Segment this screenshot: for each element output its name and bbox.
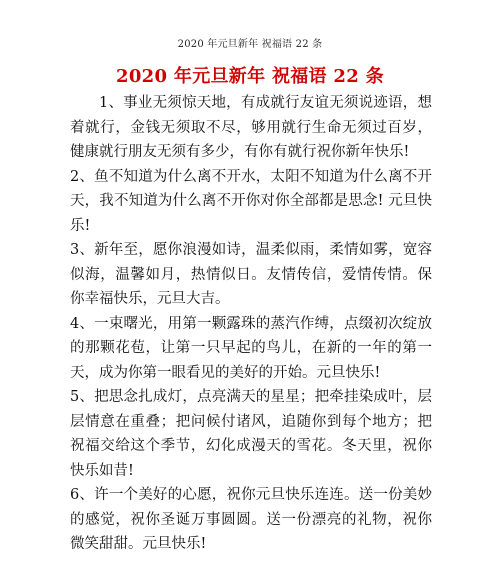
paragraph: 5、把思念扎成灯，点亮满天的星星；把牵挂染成叶，层层情意在重叠；把问候付诸风，追随你到每个地方；把祝福交给这个季节，幻化成漫天的雪花。冬天里，祝你快乐如昔!	[70, 389, 432, 479]
paragraph: 6、许一个美好的心愿，祝你元旦快乐连连。送一份美妙的感觉，祝你圣诞万事圆圆。送一份漂亮的礼物，祝你微笑甜甜。元旦快乐!	[70, 487, 432, 552]
paragraph: 2、鱼不知道为什么离不开水，太阳不知道为什么离不开天，我不知道为什么离不开你对你全部都是思念! 元旦快乐!	[70, 168, 432, 234]
document-title: 2020 年元旦新年 祝福语 22 条	[116, 66, 384, 87]
paragraph: 4、一束曙光，用第一颗露珠的蒸汽作缚，点缀初次绽放的那颗花苞，让第一只早起的鸟儿，在新的一年的第一天，成为你第一眼看见的美好的开始。元旦快乐!	[70, 315, 432, 381]
paragraph: 3、新年至，愿你浪漫如诗，温柔似雨，柔情如雾，宽容似海，温馨如月，热情似日。友情传信，爱情传情。保你幸福快乐，元旦大吉。	[70, 242, 432, 307]
document-body	[70, 91, 432, 557]
running-header: 2020 年元旦新年 祝福语 22 条	[177, 39, 323, 50]
paragraph: 1、事业无须惊天地，有成就行友谊无须说迹语，想着就行，金钱无须取不尽，够用就行生命无须过百岁，健康就行朋友无须有多少，有你有就行祝你新年快乐!	[70, 95, 432, 160]
